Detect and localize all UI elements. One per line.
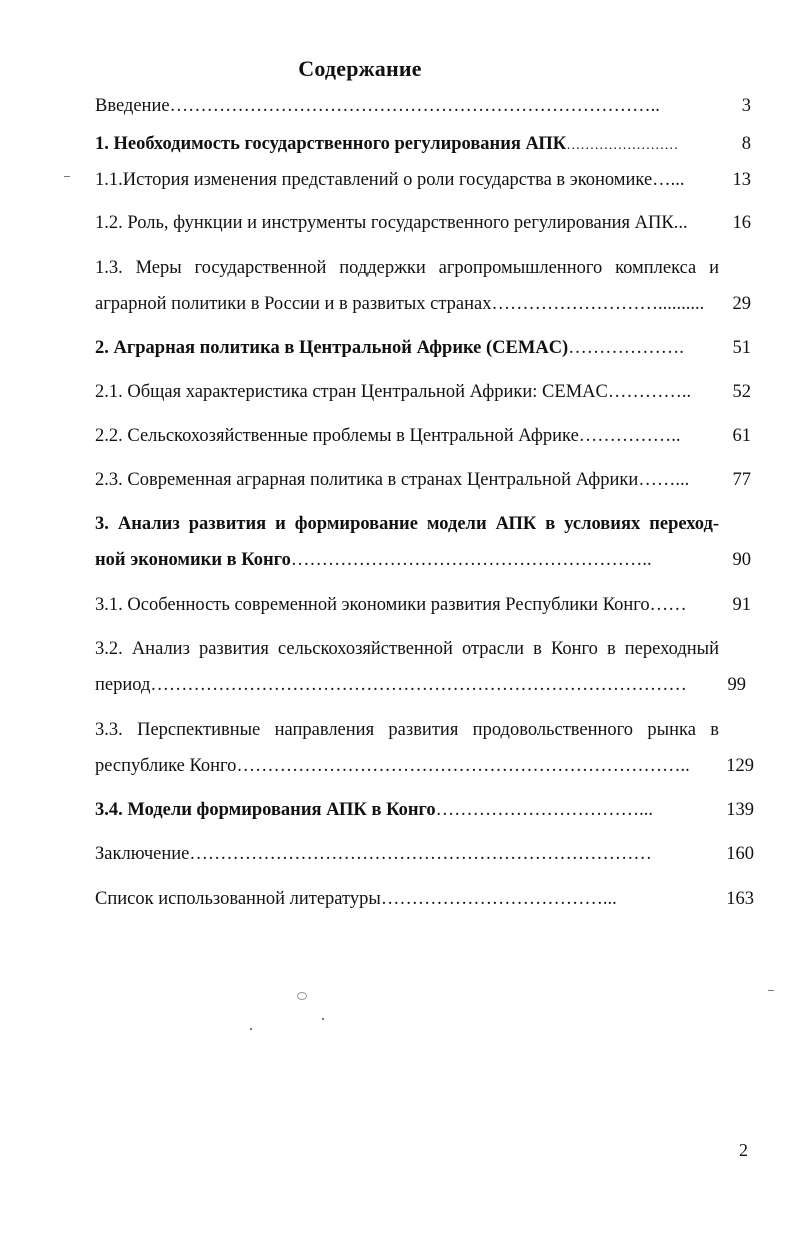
toc-page-number: 51 <box>732 338 751 358</box>
toc-page-number: 139 <box>726 800 754 820</box>
page-number: 2 <box>739 1140 748 1160</box>
toc-leader: ……... <box>638 470 690 490</box>
toc-leader: …………………………………………………………………….. <box>169 96 660 116</box>
toc-entry-text: аграрной политики в России и в развитых странах <box>95 294 492 314</box>
toc-entry-text: 2.3. Современная аграрная политика в странах Центральной Африки <box>95 470 639 490</box>
toc-leader: ……………………………... <box>435 800 654 820</box>
toc-leader: ………………………………... <box>380 889 617 909</box>
toc-page-number: 16 <box>732 213 751 233</box>
toc-entry-text: 3.1. Особенность современной экономики развития Республики Конго <box>95 595 650 615</box>
toc-leader: ……………………………………………………………….. <box>236 756 690 776</box>
scan-speck <box>297 992 307 1000</box>
toc-entry-section-3-3-line2 <box>95 755 690 777</box>
toc-page-number: 90 <box>732 550 751 570</box>
toc-page-number: 99 <box>727 675 746 695</box>
toc-page-number: 163 <box>726 889 754 909</box>
toc-page-number: 160 <box>726 844 754 864</box>
toc-page-number: 8 <box>741 134 751 154</box>
toc-page-number: 3 <box>741 96 751 116</box>
toc-entry-section-1-1 <box>95 169 685 191</box>
toc-leader: …... <box>652 170 685 190</box>
toc-entry-section-2-2 <box>95 425 681 447</box>
toc-entry-section-3-2-line1: 3.2. Анализ развития сельскохозяйственной отрасли в Конго в переходный <box>95 639 719 659</box>
toc-page-number: 13 <box>732 170 751 190</box>
toc-entry-text: Список использованной литературы <box>95 889 381 909</box>
scan-speck <box>768 990 774 991</box>
page-title: Содержание <box>298 56 422 81</box>
toc-entry-text: 1. Необходимость государственного регулирования АПК <box>95 134 567 154</box>
toc-entry-text: 1.2. Роль, функции и инструменты государственного регулирования АПК <box>95 213 674 233</box>
scan-speck <box>250 1028 252 1030</box>
toc-entry-text: ной экономики в Конго <box>95 550 291 570</box>
toc-entry-section-3-2-line2 <box>95 674 687 696</box>
toc-entry-section-1-3-line1: 1.3. Меры государственной поддержки агропромышленного комплекса и <box>95 258 719 278</box>
toc-page-number: 129 <box>726 756 754 776</box>
toc-leader: ………….. <box>607 382 692 402</box>
toc-entry-chapter-1 <box>95 133 678 157</box>
toc-leader: …………………………………………………………………………… <box>150 675 687 695</box>
toc-entry-text: Введение <box>95 96 170 116</box>
toc-leader: …………………… <box>566 138 679 153</box>
toc-entry-text: период <box>95 675 151 695</box>
toc-entry-chapter-3-line1: 3. Анализ развития и формирование модели АПК в условиях переход- <box>95 514 719 534</box>
toc-entry-section-1-3-line2 <box>95 293 704 315</box>
toc-page-number: 91 <box>732 595 751 615</box>
toc-page-number: 29 <box>732 294 751 314</box>
toc-entry-introduction <box>95 95 660 117</box>
toc-entry-section-3-1 <box>95 594 687 616</box>
toc-page-number: 52 <box>732 382 751 402</box>
toc-leader: …………….. <box>578 426 681 446</box>
toc-leader: ………………. <box>568 338 684 358</box>
toc-entry-conclusion <box>95 843 652 865</box>
toc-leader: ………………………………………………….. <box>290 550 652 570</box>
toc-page-number: 61 <box>732 426 751 446</box>
toc-leader: ………………………………………………………………… <box>189 844 652 864</box>
scan-speck <box>322 1018 324 1020</box>
toc-entry-section-2-1 <box>95 381 691 403</box>
toc-entry-text: 1.1.История изменения представлений о роли государства в экономике <box>95 170 653 190</box>
toc-entry-text: 2.2. Сельскохозяйственные проблемы в Центральной Африке <box>95 426 579 446</box>
toc-entry-text: 2.1. Общая характеристика стран Центральной Африки: CEMAC <box>95 382 608 402</box>
toc-entry-section-1-2 <box>95 212 688 234</box>
toc-entry-text: 2. Аграрная политика в Центральной Африке (CEMAC) <box>95 338 569 358</box>
toc-leader: ……………………….......... <box>491 294 705 314</box>
toc-entry-section-3-4 <box>95 799 653 821</box>
toc-entry-section-3-3-line1: 3.3. Перспективные направления развития продовольственного рынка в <box>95 720 719 740</box>
toc-entry-references <box>95 888 617 910</box>
toc-leader: ... <box>673 213 688 233</box>
scan-speck <box>64 176 70 177</box>
toc-page-number: 77 <box>732 470 751 490</box>
toc-entry-chapter-2 <box>95 337 684 359</box>
toc-entry-text: республике Конго <box>95 756 237 776</box>
toc-entry-section-2-3 <box>95 469 689 491</box>
toc-entry-text: 3.4. Модели формирования АПК в Конго <box>95 800 436 820</box>
toc-entry-text: Заключение <box>95 844 190 864</box>
toc-entry-chapter-3-line2 <box>95 549 652 571</box>
toc-leader: …… <box>649 595 687 615</box>
